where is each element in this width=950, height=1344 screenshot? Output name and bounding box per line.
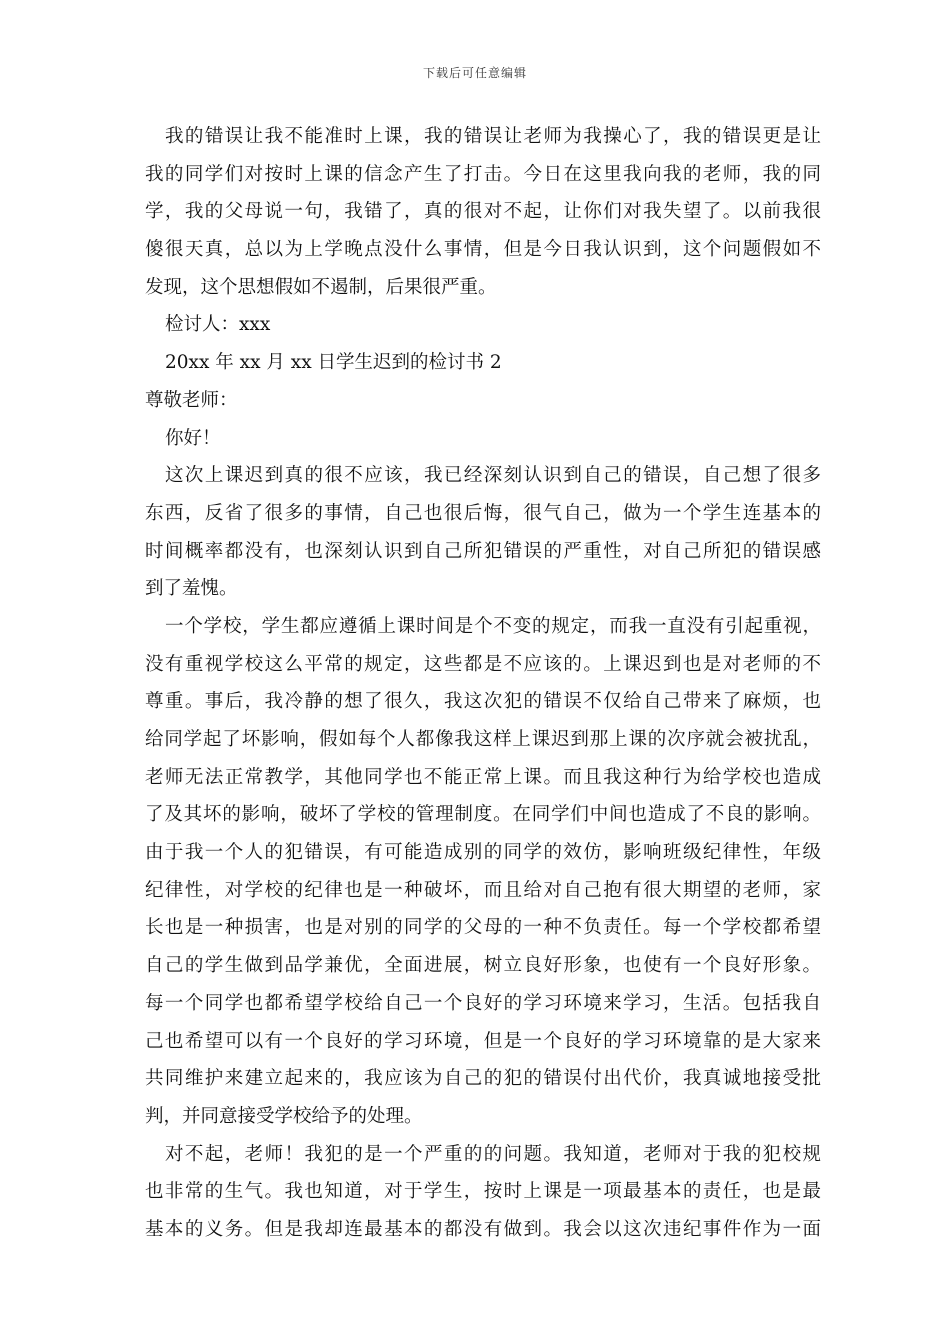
- text-line: 长也是一种损害，也是对别的同学的父母的一种不负责任。每一个学校都希望: [145, 917, 821, 939]
- text-line: 纪律性，对学校的纪律也是一种破坏，而且给对自己抱有很大期望的老师，家: [145, 879, 821, 901]
- text-line: 东西，反省了很多的事情，自己也很后悔，很气自己，做为一个学生连基本的: [145, 502, 821, 524]
- text-line: 自己的学生做到品学兼优，全面进展，树立良好形象，也使有一个良好形象。: [145, 955, 821, 977]
- text-line: 每一个同学也都希望学校给自己一个良好的学习环境来学习，生活。包括我自: [145, 992, 821, 1014]
- text-line: 共同维护来建立起来的，我应该为自己的犯的错误付出代价，我真诚地接受批: [145, 1068, 821, 1090]
- text-line: 我的错误让我不能准时上课，我的错误让老师为我操心了，我的错误更是让: [165, 126, 821, 147]
- text-line: 给同学起了坏影响，假如每个人都像我这样上课迟到那上课的次序就会被扰乱，: [145, 729, 821, 750]
- text-line: 己也希望可以有一个良好的学习环境，但是一个良好的学习环境靠的是大家来: [145, 1030, 821, 1052]
- text-line: 老师无法正常教学，其他同学也不能正常上课。而且我这种行为给学校也造成: [145, 766, 821, 788]
- text-line: 尊重。事后，我冷静的想了很久，我这次犯的错误不仅给自己带来了麻烦，也: [145, 691, 821, 713]
- section-title: 20xx 年 xx 月 xx 日学生迟到的检讨书 2: [165, 352, 502, 374]
- text-line: 判，并同意接受学校给予的处理。: [145, 1105, 423, 1127]
- document-body: [145, 118, 821, 1249]
- text-line: 由于我一个人的犯错误，有可能造成别的同学的效仿，影响班级纪律性，年级: [145, 842, 821, 864]
- signature-line: 检讨人：xxx: [165, 314, 271, 336]
- text-line: 没有重视学校这么平常的规定，这些都是不应该的。上课迟到也是对老师的不: [145, 653, 821, 675]
- text-line: 发现，这个思想假如不遏制，后果很严重。: [145, 276, 497, 298]
- text-line: 一个学校，学生都应遵循上课时间是个不变的规定，而我一直没有引起重视，: [165, 615, 821, 637]
- greeting: 你好！: [165, 427, 221, 449]
- text-line: 也非常的生气。我也知道，对于学生，按时上课是一项最基本的责任，也是最: [145, 1181, 821, 1203]
- text-line: 学，我的父母说一句，我错了，真的很对不起，让你们对我失望了。以前我很: [145, 201, 821, 223]
- text-line: 对不起，老师！我犯的是一个严重的的问题。我知道，老师对于我的犯校规: [165, 1143, 821, 1165]
- text-line: 到了羞愧。: [145, 578, 238, 600]
- page-header-note: 下载后可任意编辑: [422, 66, 527, 80]
- salutation: 尊敬老师：: [145, 389, 238, 411]
- text-line: 我的同学们对按时上课的信念产生了打击。今日在这里我向我的老师，我的同: [145, 163, 821, 185]
- text-line: 傻很天真，总以为上学晚点没什么事情，但是今日我认识到，这个问题假如不: [145, 239, 821, 261]
- text-line: 基本的义务。但是我却连最基本的都没有做到。我会以这次违纪事件作为一面: [145, 1218, 821, 1240]
- text-line: 时间概率都没有，也深刻认识到自己所犯错误的严重性，对自己所犯的错误感: [145, 540, 821, 562]
- text-line: 了及其坏的影响，破坏了学校的管理制度。在同学们中间也造成了不良的影响。: [145, 804, 821, 826]
- text-line: 这次上课迟到真的很不应该，我已经深刻认识到自己的错误，自己想了很多: [165, 465, 821, 487]
